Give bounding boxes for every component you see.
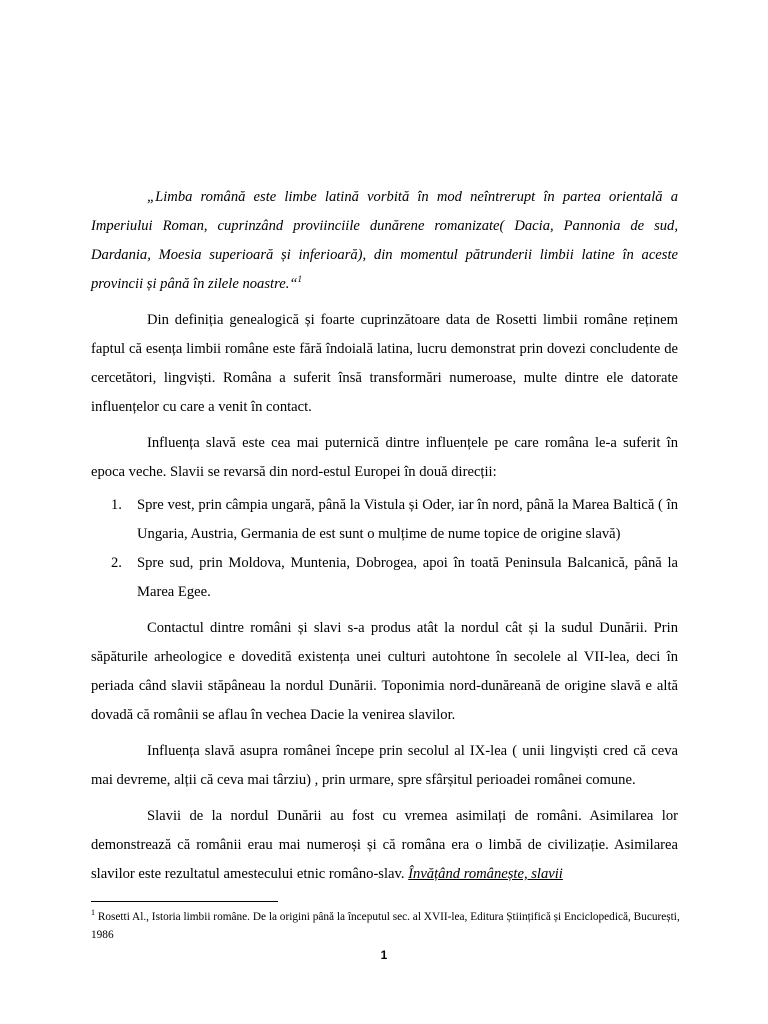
body-paragraph: Influența slavă asupra românei începe prin secolul al IX-lea ( unii lingviști cred că ceva mai devreme, alții că ceva mai târziu) , prin urmare, spre sfârșitul perioadei românei comune.: [91, 743, 678, 788]
body-paragraph: Din definiția genealogică și foarte cuprinzătoare data de Rosetti limbii române reținem faptul că esența limbii române este fără îndoială latina, lucru demonstrat prin dovezi concludente de cercetători, lingviști. Româna a suferit însă transformări numeroase, multe dintre ele datorate influențelor cu care a venit în contact.: [91, 312, 678, 415]
body-paragraph: Contactul dintre români și slavi s-a produs atât la nordul cât și la sudul Dunării. Prin săpăturile arheologice e dovedită existența unei culturi autohtone în secolele al VII-lea, deci în periada când slavii stăpâneau la nordul Dunării. Toponimia nord-dunăreană de origine slavă e altă dovadă că românii se aflau în vechea Dacie la venirea slavilor.: [91, 620, 678, 723]
footnote: [91, 908, 681, 944]
paragraph-text: Slavii de la nordul Dunării au fost cu vremea asimilați de români. Asimilarea lor demonstrează că românii erau mai numeroși și că româna era o limbă de civilizație. Asimilarea slavilor este rezultatul amestecului etnic româno-slav.: [91, 808, 678, 882]
footnote-marker: 1: [91, 908, 95, 918]
directions-list: [91, 491, 678, 607]
body-paragraph: [91, 802, 678, 889]
footnote-separator: [91, 901, 278, 902]
page-body: [91, 183, 678, 889]
emphasized-text: Învățând românește, slavii: [408, 866, 563, 882]
list-item: [91, 549, 678, 607]
body-paragraph: Influența slavă este cea mai puternică dintre influențele pe care româna le-a suferit în epoca veche. Slavii se revarsă din nord-estul Europei în două direcții:: [91, 435, 678, 480]
footnote-reference[interactable]: 1: [297, 274, 302, 285]
quote-text: „Limba română este limbe latină vorbită în mod neîntrerupt în partea orientală a Imperiului Roman, cuprinzând proviinciile dunărene romanizate( Dacia, Pannonia de sud, Dardania, Moesia superioară și inferioară), din momentul pătrunderii limbii latine în aceste provincii și până în zilele noastre.“: [91, 189, 678, 292]
list-item: [91, 491, 678, 549]
list-item-text: Spre vest, prin câmpia ungară, până la Vistula și Oder, iar în nord, până la Marea Baltică ( în Ungaria, Austria, Germania de est sunt o mulțime de nume topice de origine slavă): [137, 497, 678, 542]
quote-paragraph: [91, 183, 678, 299]
list-number: 1.: [111, 497, 122, 513]
list-number: 2.: [111, 555, 122, 571]
page-number: 1: [380, 948, 388, 962]
footnote-text: Rosetti Al., Istoria limbii române. De la origini până la începutul sec. al XVII-lea, Editura Științifică și Enciclopedică, București, 1986: [91, 911, 680, 941]
list-item-text: Spre sud, prin Moldova, Muntenia, Dobrogea, apoi în toată Peninsula Balcanică, până la Marea Egee.: [137, 555, 678, 600]
